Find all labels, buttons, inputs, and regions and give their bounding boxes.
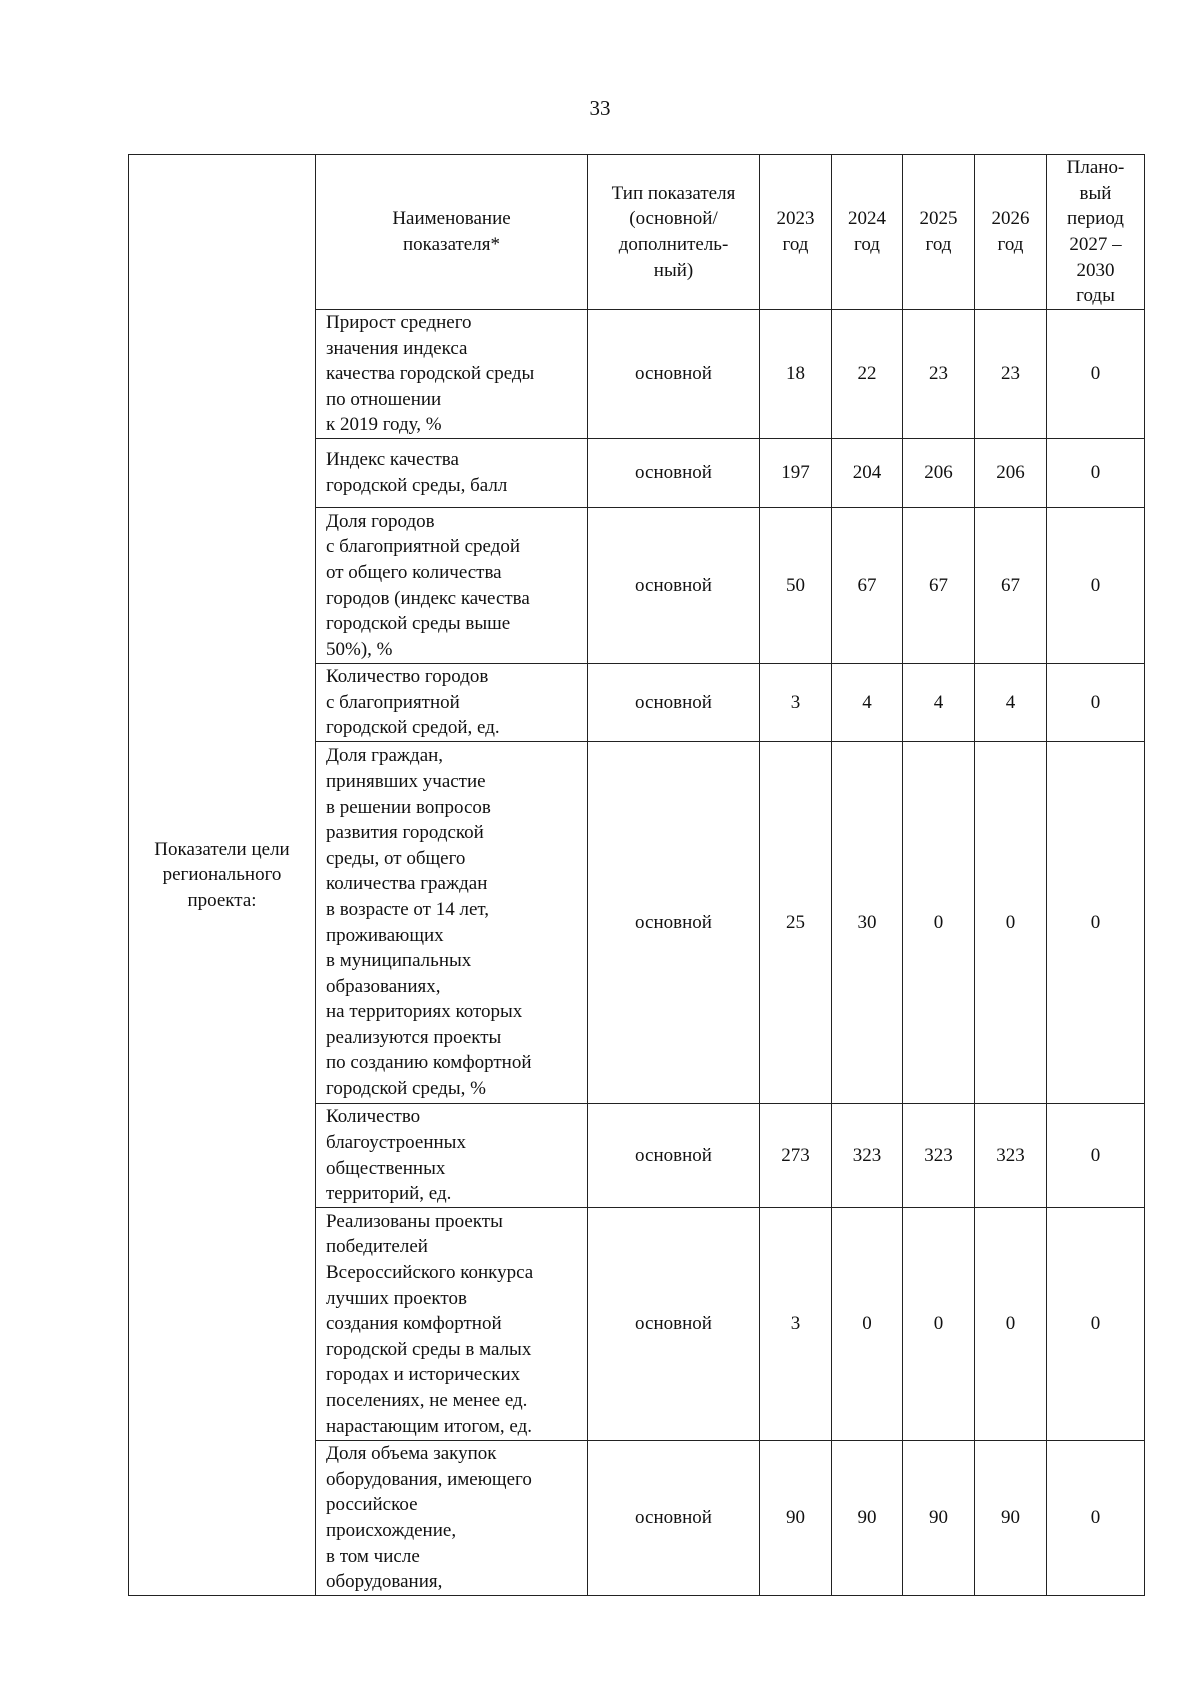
value-2024: 204 bbox=[832, 439, 903, 508]
indicator-name: Индекс качества городской среды, балл bbox=[316, 439, 588, 508]
value-2026: 23 bbox=[975, 310, 1047, 439]
value-2025: 67 bbox=[903, 508, 975, 664]
value-2025: 323 bbox=[903, 1104, 975, 1208]
indicator-type: основной bbox=[588, 664, 760, 742]
value-2026: 206 bbox=[975, 439, 1047, 508]
indicator-type: основной bbox=[588, 1104, 760, 1208]
value-2023: 18 bbox=[760, 310, 832, 439]
indicators-table bbox=[128, 154, 1145, 1596]
header-name: Наименование показателя* bbox=[316, 155, 588, 310]
value-2024: 30 bbox=[832, 742, 903, 1104]
value-2026: 67 bbox=[975, 508, 1047, 664]
indicator-name: Реализованы проекты победителей Всероссийского конкурса лучших проектов создания комфортной городской среды в малых городах и исторических поселениях, не менее ед. нарастающим итогом, ед. bbox=[316, 1208, 588, 1441]
value-2025: 23 bbox=[903, 310, 975, 439]
value-2024: 0 bbox=[832, 1208, 903, 1441]
indicator-name: Количество городов с благоприятной городской средой, ед. bbox=[316, 664, 588, 742]
header-2025: 2025 год bbox=[903, 155, 975, 310]
value-2025: 0 bbox=[903, 1208, 975, 1441]
header-2024: 2024 год bbox=[832, 155, 903, 310]
header-type: Тип показателя (основной/ дополнитель- ный) bbox=[588, 155, 760, 310]
header-2026: 2026 год bbox=[975, 155, 1047, 310]
value-plan: 0 bbox=[1047, 664, 1145, 742]
value-2024: 323 bbox=[832, 1104, 903, 1208]
indicator-type: основной bbox=[588, 1441, 760, 1596]
indicator-type: основной bbox=[588, 1208, 760, 1441]
value-2025: 90 bbox=[903, 1441, 975, 1596]
indicator-type: основной bbox=[588, 742, 760, 1104]
value-2026: 4 bbox=[975, 664, 1047, 742]
value-2025: 4 bbox=[903, 664, 975, 742]
header-2023: 2023 год bbox=[760, 155, 832, 310]
value-2023: 25 bbox=[760, 742, 832, 1104]
value-2023: 90 bbox=[760, 1441, 832, 1596]
value-2023: 197 bbox=[760, 439, 832, 508]
value-2023: 3 bbox=[760, 1208, 832, 1441]
value-2026: 0 bbox=[975, 742, 1047, 1104]
page-number: 33 bbox=[589, 96, 611, 120]
indicator-name: Доля граждан, принявших участие в решении вопросов развития городской среды, от общего количества граждан в возрасте от 14 лет, проживающих в муниципальных образованиях, на территориях которых реализуются проекты по созданию комфортной городской среды, % bbox=[316, 742, 588, 1104]
value-2024: 4 bbox=[832, 664, 903, 742]
value-2023: 50 bbox=[760, 508, 832, 664]
value-2023: 273 bbox=[760, 1104, 832, 1208]
value-2025: 206 bbox=[903, 439, 975, 508]
group-label-cell: Показатели цели регионального проекта: bbox=[129, 155, 316, 1596]
indicator-name: Прирост среднего значения индекса качества городской среды по отношении к 2019 году, % bbox=[316, 310, 588, 439]
value-plan: 0 bbox=[1047, 1441, 1145, 1596]
value-2024: 67 bbox=[832, 508, 903, 664]
indicator-name: Доля объема закупок оборудования, имеющего российское происхождение, в том числе оборудования, bbox=[316, 1441, 588, 1596]
header-row bbox=[129, 155, 1145, 310]
value-2026: 323 bbox=[975, 1104, 1047, 1208]
value-plan: 0 bbox=[1047, 1208, 1145, 1441]
value-2023: 3 bbox=[760, 664, 832, 742]
value-plan: 0 bbox=[1047, 310, 1145, 439]
indicator-name: Количество благоустроенных общественных территорий, ед. bbox=[316, 1104, 588, 1208]
header-plan-period: Плано- вый период 2027 – 2030 годы bbox=[1047, 155, 1145, 310]
value-2024: 22 bbox=[832, 310, 903, 439]
indicator-type: основной bbox=[588, 310, 760, 439]
value-2024: 90 bbox=[832, 1441, 903, 1596]
indicator-type: основной bbox=[588, 439, 760, 508]
value-2026: 0 bbox=[975, 1208, 1047, 1441]
indicator-type: основной bbox=[588, 508, 760, 664]
value-2026: 90 bbox=[975, 1441, 1047, 1596]
value-plan: 0 bbox=[1047, 742, 1145, 1104]
value-plan: 0 bbox=[1047, 439, 1145, 508]
value-2025: 0 bbox=[903, 742, 975, 1104]
value-plan: 0 bbox=[1047, 508, 1145, 664]
indicator-name: Доля городов с благоприятной средой от общего количества городов (индекс качества городской среды выше 50%), % bbox=[316, 508, 588, 664]
value-plan: 0 bbox=[1047, 1104, 1145, 1208]
